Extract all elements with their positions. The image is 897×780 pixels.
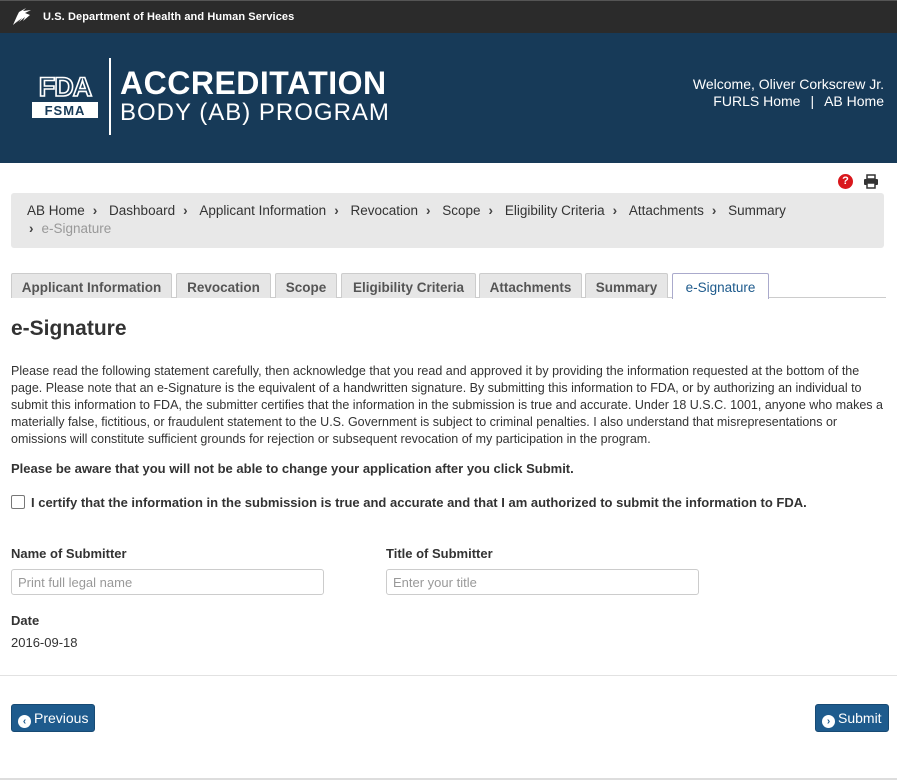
chevron-right-icon: › xyxy=(711,203,717,218)
previous-label: Previous xyxy=(34,710,89,726)
tab-applicant-information[interactable]: Applicant Information xyxy=(11,273,172,298)
chevron-right-icon: › xyxy=(488,203,494,218)
tab-attachments[interactable]: Attachments xyxy=(479,273,582,298)
certify-label[interactable]: I certify that the information in the submission is true and accurate and that I am authorized to submit the information to FDA. xyxy=(31,495,807,510)
breadcrumb-summary[interactable]: Summary xyxy=(728,203,786,218)
previous-button[interactable] xyxy=(11,704,95,732)
chevron-right-icon: › xyxy=(612,203,618,218)
name-label: Name of Submitter xyxy=(11,546,127,561)
logo-divider xyxy=(109,58,111,135)
section-divider xyxy=(0,675,897,676)
date-value: 2016-09-18 xyxy=(11,635,78,650)
submit-warning: Please be aware that you will not be able to change your application after you click Submit. xyxy=(11,461,574,476)
link-separator: | xyxy=(810,93,815,109)
wizard-tabs xyxy=(11,273,886,298)
agency-name[interactable]: U.S. Department of Health and Human Services xyxy=(43,11,295,23)
page-title: e-Signature xyxy=(11,317,127,340)
submit-button[interactable] xyxy=(815,704,889,732)
submitter-title-input[interactable] xyxy=(386,569,699,595)
chevron-right-icon: › xyxy=(426,203,431,218)
title-label: Title of Submitter xyxy=(386,546,493,561)
fda-fsma-logo[interactable] xyxy=(30,72,100,120)
breadcrumb-ab-home[interactable]: AB Home xyxy=(27,203,85,218)
breadcrumb-applicant-information[interactable]: Applicant Information xyxy=(199,203,327,218)
tab-summary[interactable]: Summary xyxy=(585,273,668,298)
breadcrumb-eligibility-criteria[interactable]: Eligibility Criteria xyxy=(504,203,605,218)
svg-text:FDA: FDA xyxy=(38,72,92,102)
hhs-topbar xyxy=(0,0,897,33)
breadcrumb-revocation[interactable]: Revocation xyxy=(350,203,418,218)
welcome-text: Welcome, Oliver Corkscrew Jr. xyxy=(692,76,884,92)
tab-eligibility-criteria[interactable]: Eligibility Criteria xyxy=(341,273,476,298)
tab-revocation[interactable]: Revocation xyxy=(176,273,271,298)
tab-scope[interactable]: Scope xyxy=(275,273,337,298)
chevron-left-circle-icon: ‹ xyxy=(18,715,31,728)
program-title xyxy=(120,65,390,128)
print-icon[interactable] xyxy=(863,174,879,189)
site-header xyxy=(0,33,897,163)
hhs-eagle-icon xyxy=(10,7,34,29)
chevron-right-icon: › xyxy=(334,203,339,218)
chevron-right-icon: › xyxy=(29,221,34,236)
tab-e-signature[interactable]: e-Signature xyxy=(672,273,769,299)
program-title-line2: BODY (AB) PROGRAM xyxy=(120,99,390,126)
user-welcome xyxy=(693,76,884,110)
signature-statement: Please read the following statement carefully, then acknowledge that you read and approved it by providing the information requested at the bottom of the page. Please note that an e-Signature is the equivalent of a handwritten signature. By submitting this information to FDA, or by authorizing an individual to submit this information to FDA, the submitter certifies that the information in the submission is true and accurate. Under 18 U.S.C. 1001, anyone who makes a materially false, fictitious, or fraudulent statement to the U.S. Government is subject to criminal penalties. I also understand that misrepresentations or omissions will constitute sufficient grounds for rejection or subsequent revocation of my participation in the program. xyxy=(11,364,883,446)
chevron-right-icon: › xyxy=(183,203,188,218)
program-title-line1: ACCREDITATION xyxy=(120,65,387,101)
breadcrumb-current: e-Signature xyxy=(41,221,112,236)
certify-row xyxy=(11,495,807,510)
chevron-right-icon: › xyxy=(92,203,98,218)
ab-home-link[interactable]: AB Home xyxy=(824,93,884,109)
breadcrumb-scope[interactable]: Scope xyxy=(442,203,481,218)
svg-text:FSMA: FSMA xyxy=(44,103,86,118)
submit-label: Submit xyxy=(838,710,882,726)
breadcrumb xyxy=(11,193,884,248)
submitter-name-input[interactable] xyxy=(11,569,324,595)
certify-checkbox[interactable] xyxy=(11,495,25,509)
help-icon[interactable]: ? xyxy=(838,174,853,189)
furls-home-link[interactable]: FURLS Home xyxy=(713,93,801,109)
date-label: Date xyxy=(11,613,40,628)
breadcrumb-attachments[interactable]: Attachments xyxy=(628,203,704,218)
chevron-right-circle-icon: › xyxy=(822,715,835,728)
breadcrumb-dashboard[interactable]: Dashboard xyxy=(109,203,176,218)
